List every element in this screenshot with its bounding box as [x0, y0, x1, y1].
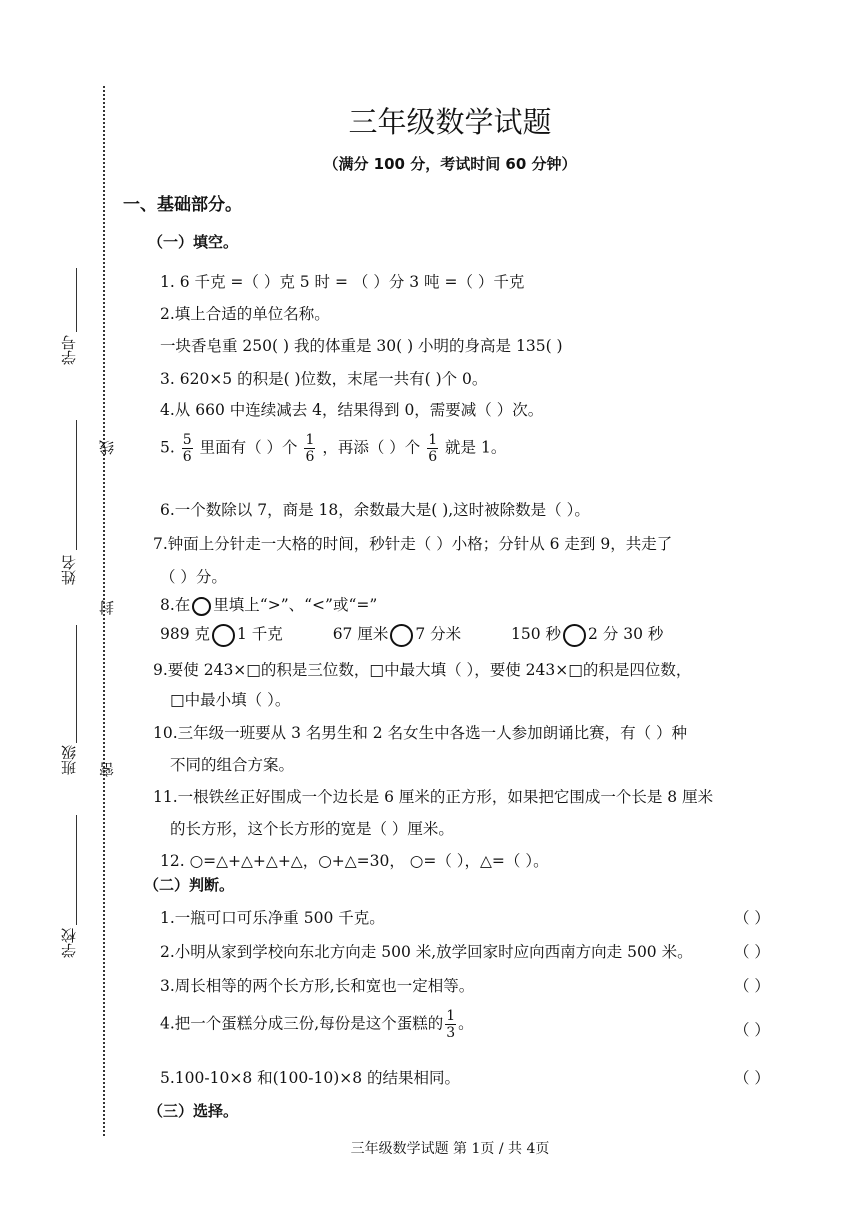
fill-q6: 6.一个数除以 7，商是 18，余数最大是( ),这时被除数是（ ）。: [160, 501, 590, 519]
fill-q5-mid1: 里面有（ ）个: [199, 438, 298, 457]
fill-q2-units: 一块香皂重 250( ) 我的体重是 30( ) 小明的身高是 135( ): [160, 337, 563, 355]
fill-q11-line2: 的长方形，这个长方形的宽是（ ）厘米。: [170, 820, 454, 838]
fill-q1: 1. 6 千克 =（ ）克 5 时 = （ ）分 3 吨 =（ ）千克: [160, 273, 525, 291]
judge-item-4: 4.把一个蛋糕分成三份,每份是这个蛋糕的 $\frac{1}{3}$ 。: [160, 1008, 474, 1041]
judge-item-2: 2.小明从家到学校向东北方向走 500 米,放学回家时应向西南方向走 500 米。: [160, 943, 693, 961]
student-id-line: [76, 268, 77, 332]
fill-q9-line1: 9.要使 243×□的积是三位数，□中最大填（ ），要使 243×□的积是四位数，: [153, 661, 692, 679]
compare-circle-icon: [212, 624, 235, 647]
fill-q4: 4.从 660 中连续减去 4，结果得到 0，需要减（ ）次。: [160, 401, 544, 419]
judge-answer-1[interactable]: （ ）: [734, 909, 770, 927]
fill-q12: 12. ○=△+△+△+△，○+△=30， ○=（ ），△=（ ）。: [160, 852, 549, 870]
fill-q5: [160, 432, 506, 465]
fill-q3: 3. 620×5 的积是( )位数，末尾一共有( )个 0。: [160, 370, 488, 388]
compare-circle-icon: [390, 624, 413, 647]
name-line: [76, 420, 77, 550]
school-line: [76, 815, 77, 925]
fill-q5-suffix: 就是 1。: [445, 438, 507, 457]
compare-circle-icon: [563, 624, 586, 647]
student-id-label: 学号: [60, 335, 78, 365]
fill-heading: （一）填空。: [148, 233, 239, 251]
class-line: [76, 625, 77, 743]
fraction-one-sixth: $\frac{1}{6}$: [428, 432, 438, 465]
fill-q9-line2: □中最小填（ ）。: [170, 691, 291, 709]
fill-q8-compare-row: 989 克 1 千克 67 厘米 7 分米 150 秒 2 分 30 秒: [160, 622, 663, 647]
binding-mark-mi: 密: [98, 762, 116, 777]
binding-mark-xian: 线: [98, 440, 116, 455]
fill-q7-line2: （ ）分。: [160, 568, 227, 586]
judge-answer-4[interactable]: （ ）: [734, 1021, 770, 1039]
fraction-five-sixths: $\frac{5}{6}$: [182, 432, 192, 465]
page-subtitle: （满分 100 分，考试时间 60 分钟）: [323, 155, 577, 173]
fraction-one-sixth: $\frac{1}{6}$: [305, 432, 315, 465]
judge-answer-5[interactable]: （ ）: [734, 1069, 770, 1087]
page-footer: 三年级数学试题 第 1页 / 共 4页: [350, 1141, 550, 1157]
fill-q7-line1: 7.钟面上分针走一大格的时间，秒针走（ ）小格；分针从 6 走到 9，共走了: [153, 535, 673, 553]
fill-q5-prefix: 5.: [160, 438, 180, 457]
name-label: 姓名: [60, 555, 78, 585]
fraction-one-third: $\frac{1}{3}$: [446, 1008, 456, 1041]
judge-item-3: 3.周长相等的两个长方形,长和宽也一定相等。: [160, 977, 475, 995]
judge-item-1: 1.一瓶可口可乐净重 500 千克。: [160, 909, 385, 927]
binding-mark-feng: 封: [98, 600, 116, 615]
fill-q10-line2: 不同的组合方案。: [170, 756, 295, 774]
fill-q8: 8.在 里填上“>”、“<”或“=”: [160, 596, 378, 614]
page-title: 三年级数学试题: [348, 105, 552, 139]
judge-item-5: 5.100-10×8 和(100-10)×8 的结果相同。: [160, 1069, 461, 1087]
fill-q11-line1: 11.一根铁丝正好围成一个边长是 6 厘米的正方形，如果把它围成一个长是 8 厘米: [153, 788, 714, 806]
circle-icon: [192, 597, 211, 616]
judge-answer-3[interactable]: （ ）: [734, 977, 770, 995]
fill-q10-line1: 10.三年级一班要从 3 名男生和 2 名女生中各选一人参加朗诵比赛，有（ ）种: [153, 724, 688, 742]
choice-heading: （三）选择。: [148, 1102, 239, 1120]
class-label: 班级: [60, 745, 78, 775]
school-label: 学校: [60, 928, 78, 958]
section-basic-heading: 一、基础部分。: [123, 195, 242, 215]
judge-heading: （二）判断。: [144, 876, 235, 894]
judge-answer-2[interactable]: （ ）: [734, 943, 770, 961]
fill-q5-mid2: ，再添（ ）个: [322, 438, 421, 457]
fill-q2: 2.填上合适的单位名称。: [160, 305, 330, 323]
